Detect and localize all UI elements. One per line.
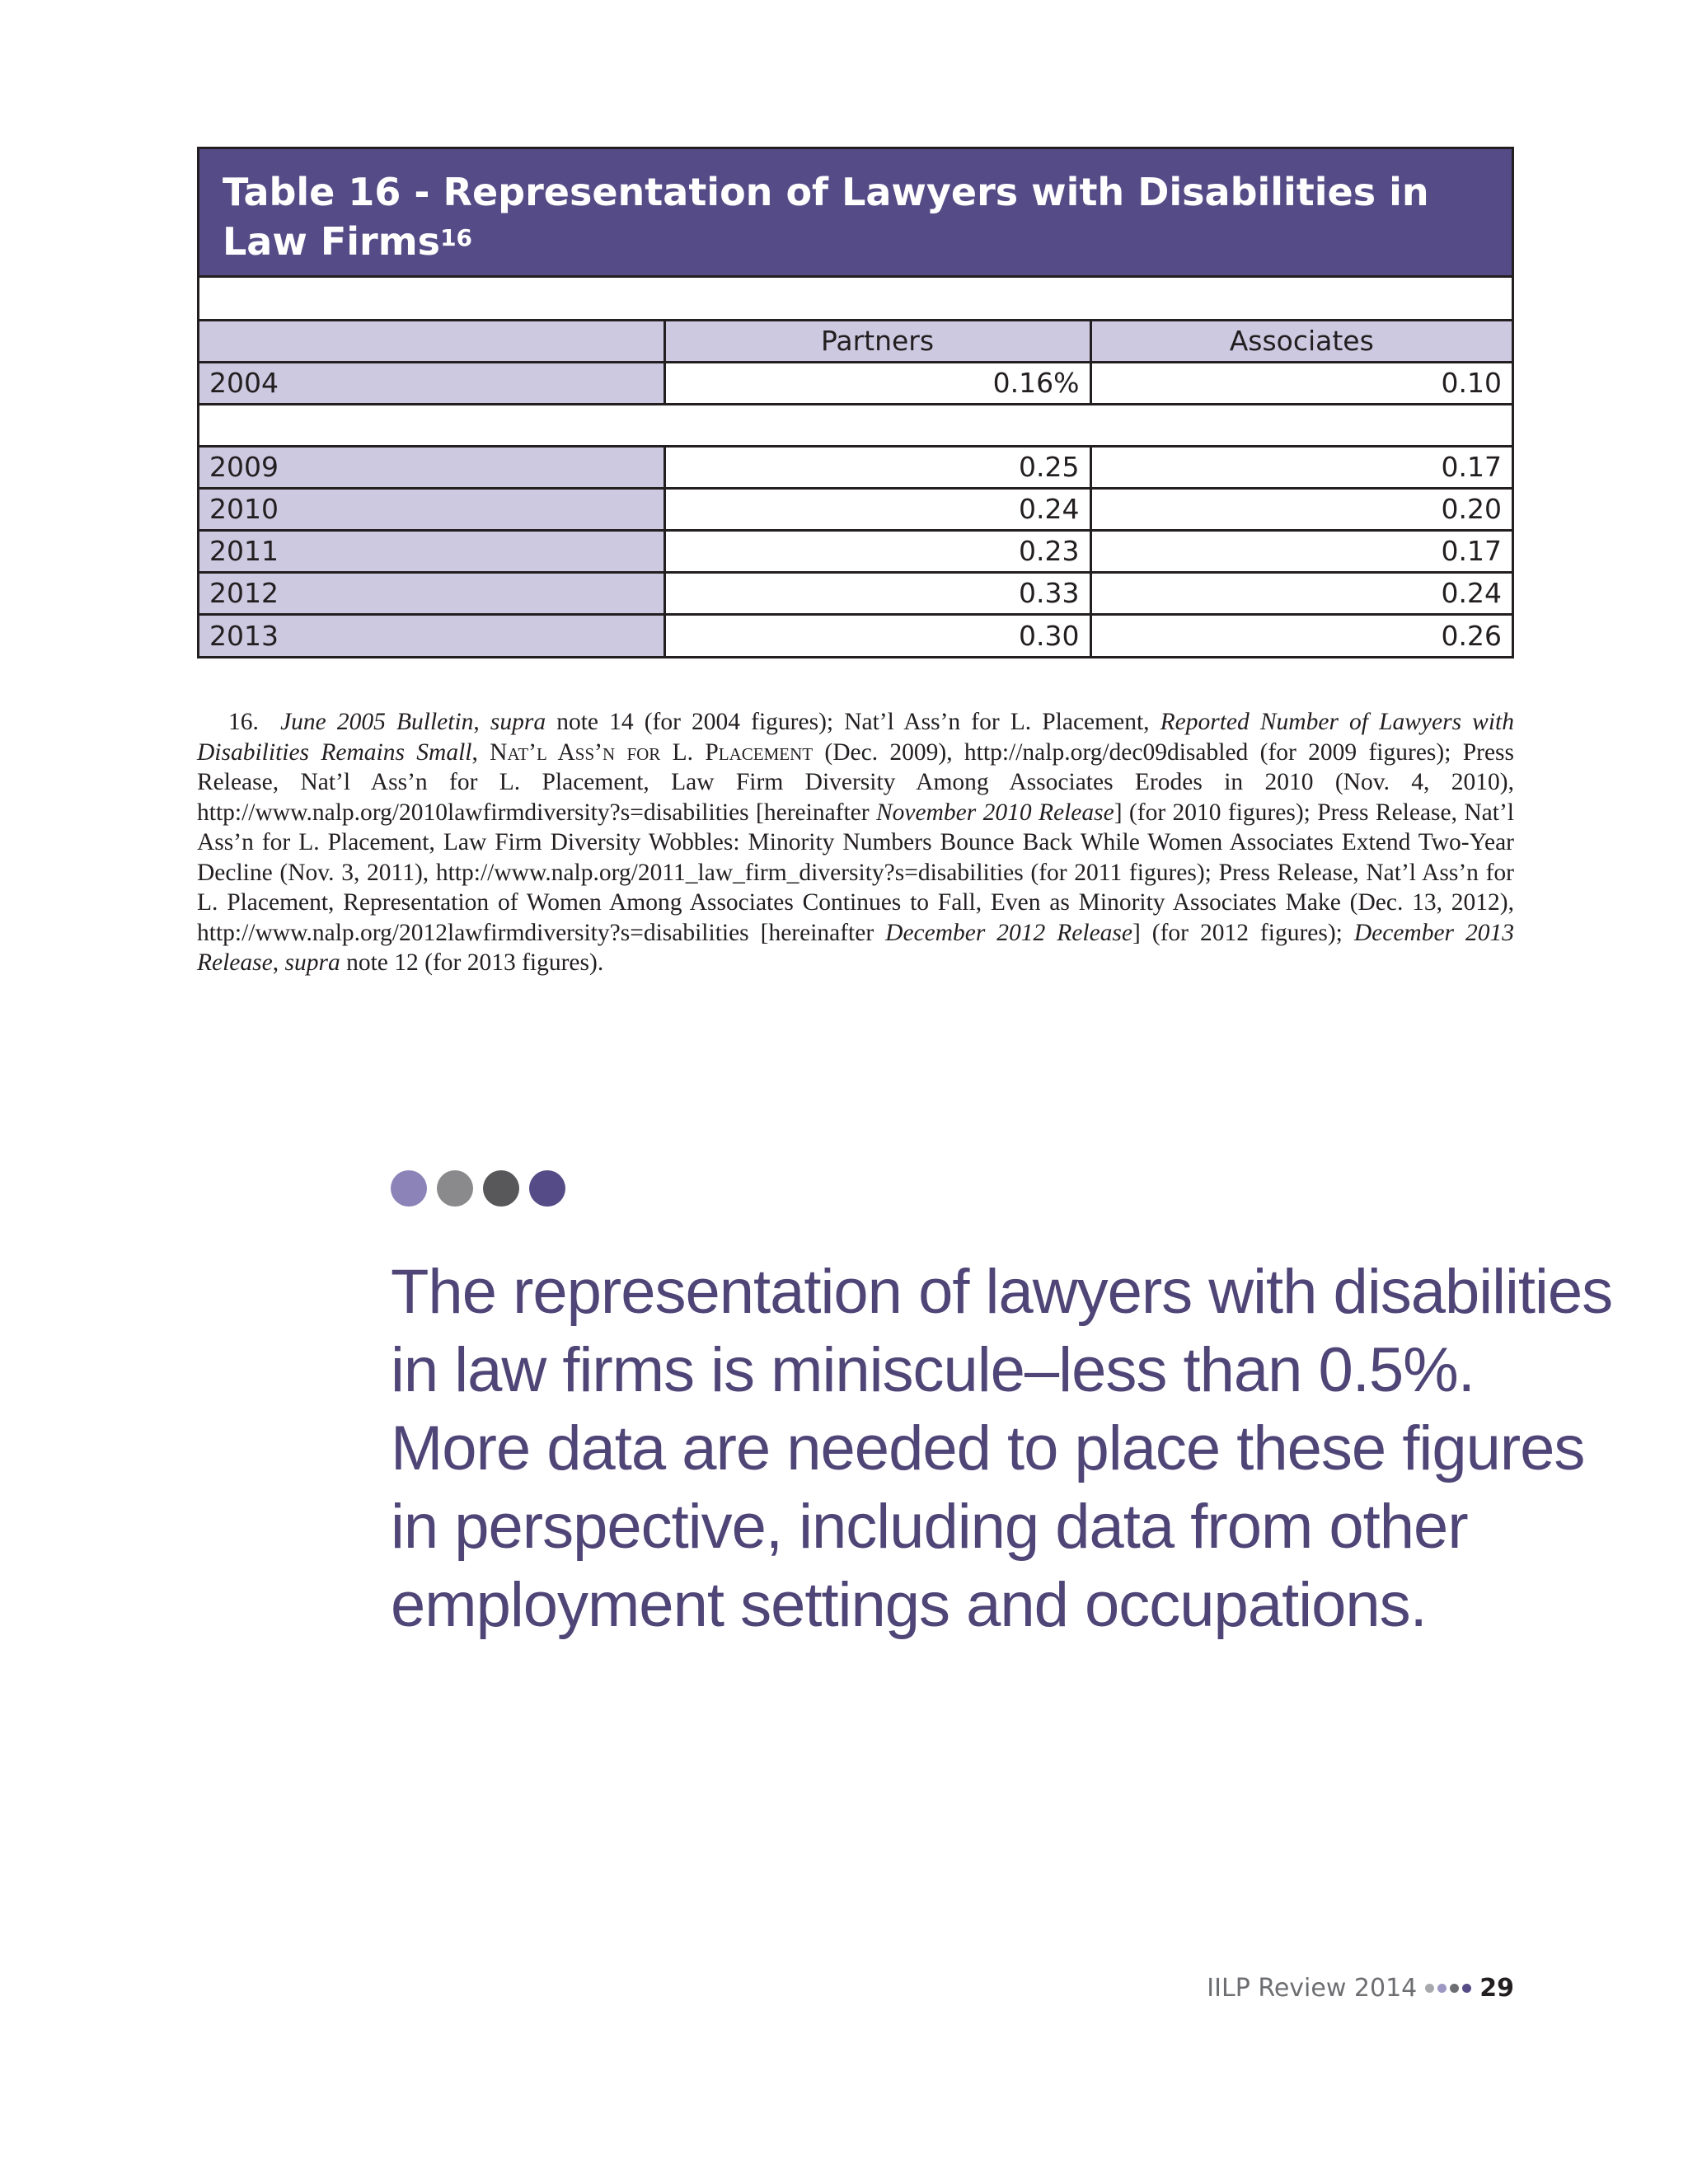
header-row — [199, 320, 1512, 362]
footnote-italic: Reported Number of Lawyers with Disabilities Remains Small — [197, 709, 1514, 766]
partners-cell: 0.25 — [664, 446, 1090, 488]
decorative-dots — [391, 1170, 565, 1207]
table-row — [199, 362, 1512, 404]
table-grid — [199, 278, 1512, 656]
table-title-text: Table 16 - Representation of Lawyers with Disabilities in Law Firms — [223, 170, 1429, 264]
footnote-italic: supra — [490, 709, 546, 735]
footnote-text: (Dec. 2009), http://nalp.org/dec09disabled (for 2009 figures); Press Release, Nat’l Ass’n for L. Placement, Law Firm Diversity Among Associates Erodes in 2010 (Nov. 4, 2010), http://www.nalp.org/2010lawfirmdiversity?s=disabilities [hereinafter — [197, 738, 1515, 826]
table-row — [199, 572, 1512, 614]
footnote-text: note 12 (for 2013 figures). — [340, 949, 604, 976]
partners-cell: 0.30 — [664, 614, 1090, 656]
table-row — [199, 488, 1512, 530]
dot-icon — [1437, 1984, 1447, 1993]
data-table — [197, 147, 1514, 658]
footnote-text: ] (for 2012 figures); — [1132, 919, 1354, 946]
dot-icon — [1425, 1984, 1434, 1993]
footnote-italic: December 2012 Release — [885, 919, 1132, 946]
associates-cell: 0.17 — [1090, 446, 1512, 488]
table-row — [199, 614, 1512, 656]
associates-cell: 0.24 — [1090, 572, 1512, 614]
dot-icon — [1450, 1984, 1459, 1993]
dot-icon — [391, 1170, 427, 1207]
year-cell: 2010 — [199, 488, 664, 530]
table-row — [199, 530, 1512, 572]
partners-cell: 0.33 — [664, 572, 1090, 614]
title-footnote-ref: 16 — [440, 224, 473, 251]
footnote-number: 16. — [228, 709, 259, 735]
footnote-text: , — [473, 709, 490, 735]
header-cell-empty — [199, 320, 664, 362]
publication-name: IILP Review 2014 — [1207, 1974, 1418, 2003]
footnote-text: , — [272, 949, 285, 976]
partners-cell: 0.23 — [664, 530, 1090, 572]
dot-icon — [437, 1170, 473, 1207]
year-cell: 2009 — [199, 446, 664, 488]
header-associates: Associates — [1090, 320, 1512, 362]
table-row — [199, 446, 1512, 488]
partners-cell: 0.16% — [664, 362, 1090, 404]
footnote-italic: June 2005 Bulletin — [280, 709, 474, 735]
footnote — [197, 707, 1514, 978]
footnote-italic: November 2010 Release — [875, 799, 1114, 826]
pull-quote — [391, 1253, 1613, 1644]
pull-quote-line: More data are needed to place these figures — [391, 1413, 1585, 1483]
dot-icon — [1462, 1984, 1471, 1993]
footnote-italic: supra — [284, 949, 340, 976]
pull-quote-line: in law firms is miniscule–less than 0.5%. — [391, 1335, 1475, 1405]
spacer-row — [199, 404, 1512, 446]
footnote-italic: December 2013 Release — [197, 919, 1514, 976]
year-cell: 2011 — [199, 530, 664, 572]
footnote-text: , — [471, 738, 490, 766]
pull-quote-line: employment settings and occupations. — [391, 1570, 1427, 1640]
partners-cell: 0.24 — [664, 488, 1090, 530]
page-footer — [1207, 1974, 1514, 2003]
year-cell: 2012 — [199, 572, 664, 614]
associates-cell: 0.26 — [1090, 614, 1512, 656]
year-cell: 2004 — [199, 362, 664, 404]
footnote-smallcaps: Nat’l Ass’n for L. Placement — [490, 738, 814, 766]
associates-cell: 0.17 — [1090, 530, 1512, 572]
associates-cell: 0.20 — [1090, 488, 1512, 530]
footer-dots — [1425, 1984, 1471, 1993]
table-title — [199, 149, 1512, 278]
associates-cell: 0.10 — [1090, 362, 1512, 404]
footnote-text: ] (for 2010 figures); Press Release, Nat’l Ass’n for L. Placement, Law Firm Diversity Wobbles: Minority Numbers Bounce Back While Women Associates Extend Two-Year Decline (Nov. 3, 2011), http://www.nalp.org/2011_law_firm_diversity?s=disabilities (for 2011 figures); Press Release, Nat’l Ass’n for L. Placement, Representation of Women Among Associates Continues to Fall, Even as Minority Associates Make (Dec. 13, 2012), http://www.nalp.org/2012lawfirmdiversity?s=disabilities [hereinafter — [197, 799, 1514, 946]
year-cell: 2013 — [199, 614, 664, 656]
pull-quote-line: The representation of lawyers with disabilities — [391, 1257, 1613, 1327]
dot-icon — [529, 1170, 565, 1207]
footnote-text: note 14 (for 2004 figures); Nat’l Ass’n for L. Placement, — [546, 709, 1160, 735]
spacer-row — [199, 278, 1512, 320]
page-number: 29 — [1479, 1974, 1514, 2003]
header-partners: Partners — [664, 320, 1090, 362]
dot-icon — [483, 1170, 519, 1207]
pull-quote-line: in perspective, including data from other — [391, 1492, 1468, 1562]
